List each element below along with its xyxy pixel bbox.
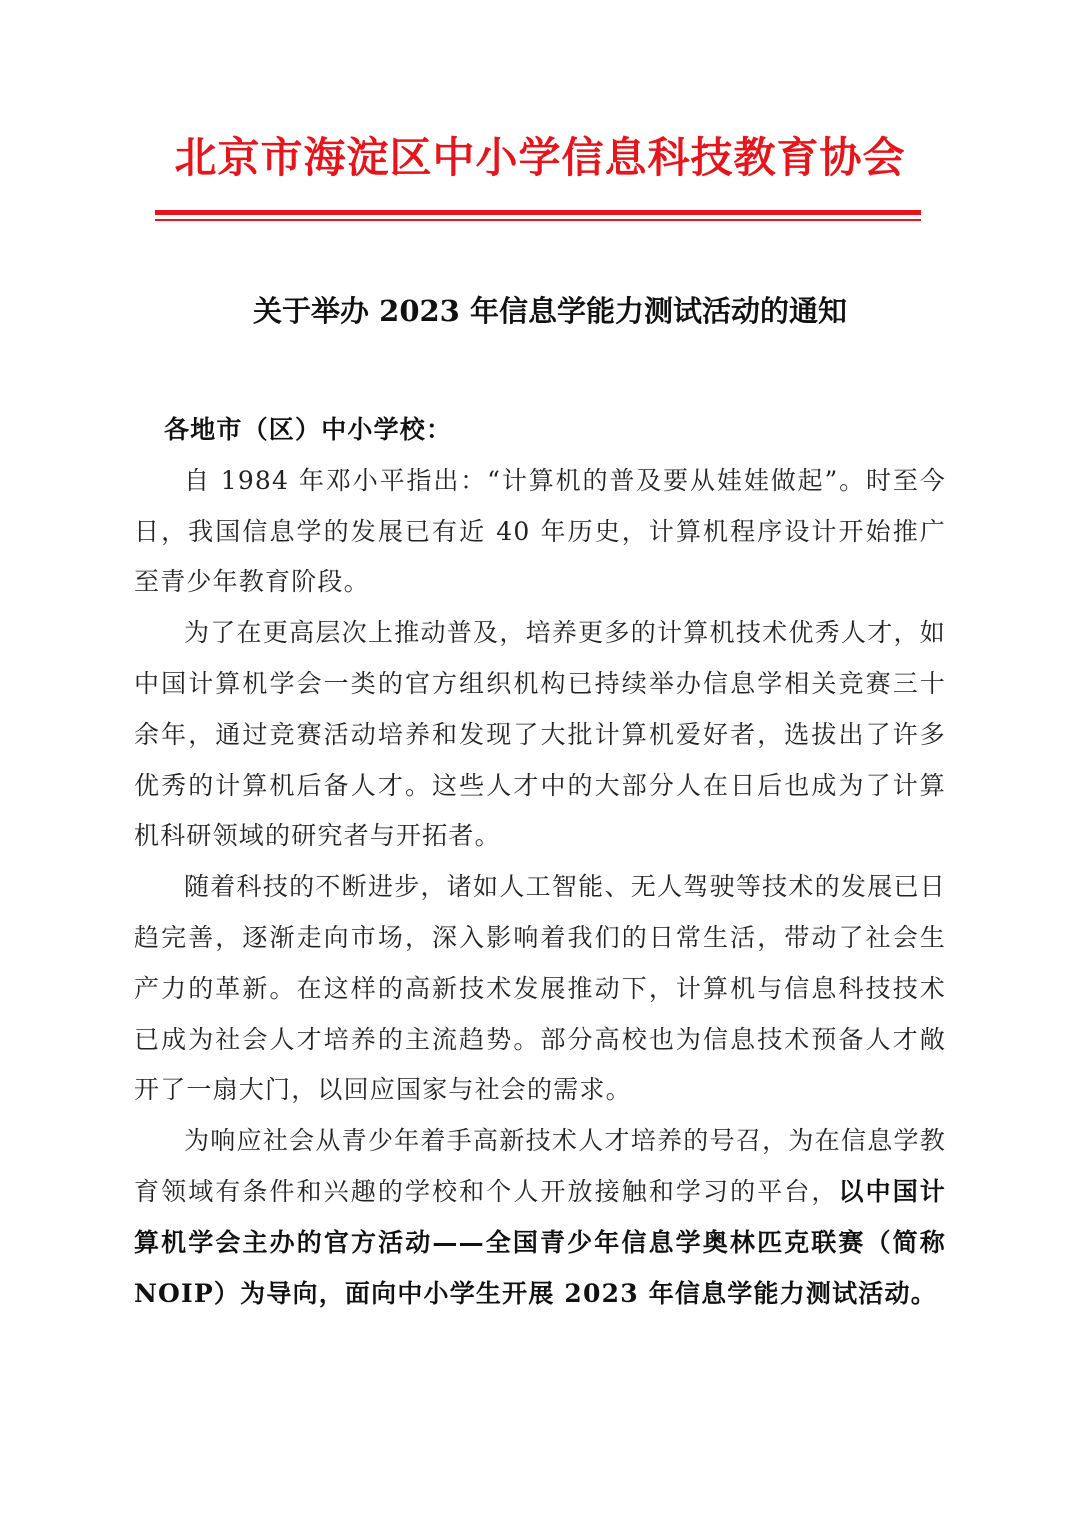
salutation: 各地市（区）中小学校： (164, 415, 453, 444)
paragraph-4 (134, 1116, 946, 1319)
letterhead-red-rule-thick (155, 210, 921, 215)
letterhead-red-rule-thin (155, 219, 921, 221)
paragraph-1: 自 1984 年邓小平指出：“计算机的普及要从娃娃做起”。时至今日，我国信息学的发展已有近 40 年历史，计算机程序设计开始推广至青少年教育阶段。 (134, 465, 946, 597)
paragraph-4-normal-text: 为响应社会从青少年着手高新技术人才培养的号召，为在信息学教育领域有条件和兴趣的学校和个人开放接触和学习的平台， (134, 1126, 946, 1206)
paragraph-2: 为了在更高层次上推动普及，培养更多的计算机技术优秀人才，如中国计算机学会一类的官方组织机构已持续举办信息学相关竞赛三十余年，通过竞赛活动培养和发现了大批计算机爱好者，选拔出了许多优秀的计算机后备人才。这些人才中的大部分人在日后也成为了计算机科研领域的研究者与开拓者。 (134, 618, 946, 851)
paragraph-4-bold-text: 以中国计算机学会主办的官方活动——全国青少年信息学奥林匹克联赛（简称 NOIP）为导向，面向中小学生开展 2023 年信息学能力测试活动。 (134, 1176, 946, 1308)
organization-letterhead: 北京市海淀区中小学信息科技教育协会 (174, 133, 906, 182)
notice-title: 关于举办 2023 年信息学能力测试活动的通知 (253, 294, 847, 328)
paragraph-3: 随着科技的不断进步，诸如人工智能、无人驾驶等技术的发展已日趋完善，逐渐走向市场，深入影响着我们的日常生活，带动了社会生产力的革新。在这样的高新技术发展推动下，计算机与信息科技技术已成为社会人才培养的主流趋势。部分高校也为信息技术预备人才敞开了一扇大门，以回应国家与社会的需求。 (134, 872, 946, 1105)
notice-body (134, 405, 946, 1319)
